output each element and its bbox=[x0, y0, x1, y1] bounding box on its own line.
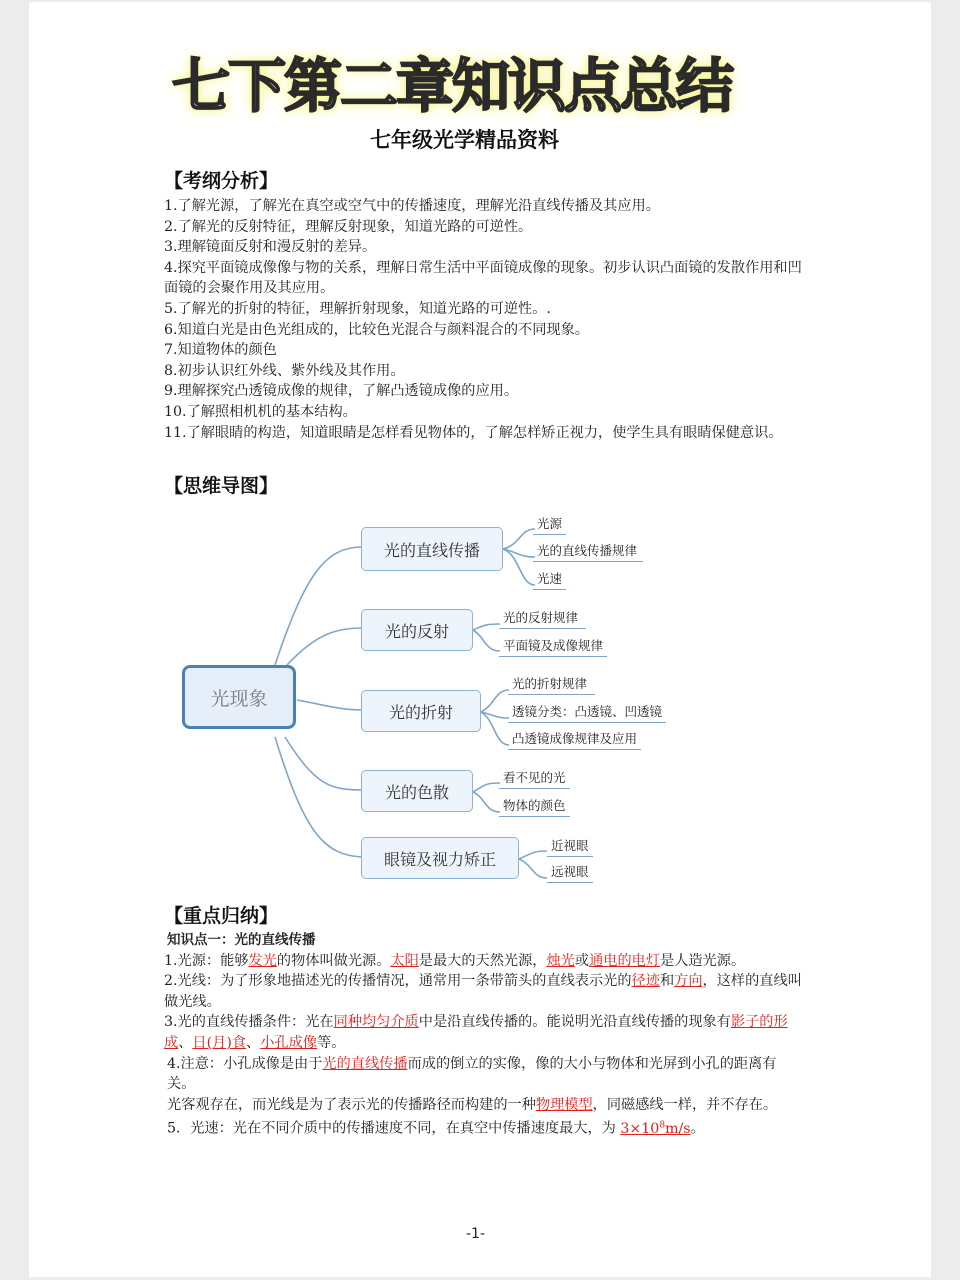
syllabus-item: 2.了解光的反射特征，理解反射现象，知道光路的可逆性。 bbox=[164, 218, 533, 235]
text: 光客观存在，而光线是为了表示光的传播路径而构建的一种 bbox=[167, 1096, 536, 1113]
highlight-term bbox=[620, 1121, 690, 1137]
mindmap-heading: 【思维导图】 bbox=[164, 475, 279, 497]
highlight-term: 日(月)食 bbox=[192, 1034, 247, 1051]
syllabus-heading: 【考纲分析】 bbox=[164, 170, 279, 192]
key-point-1 bbox=[164, 951, 804, 972]
text: 3×10 bbox=[620, 1121, 660, 1138]
highlight-term: 方向 bbox=[674, 973, 703, 990]
text: 5．光速：光在不同介质中的传播速度不同，在真空中传播速度最大，为 bbox=[167, 1121, 621, 1138]
text: ，同磁感线一样，并不存在。 bbox=[592, 1096, 778, 1113]
mindmap-leaf: 透镜分类：凸透镜、凹透镜 bbox=[508, 702, 666, 723]
text: 2.光线：为了形象地描述光的传播情况，通常用一条带箭头的直线表示光的 bbox=[164, 973, 632, 990]
document-subtitle: 七年级光学精品资料 bbox=[370, 128, 559, 152]
syllabus-item: 9.理解探究凸透镜成像的规律，了解凸透镜成像的应用。 bbox=[164, 383, 519, 400]
text: 是最大的天然光源， bbox=[418, 952, 547, 969]
text: 1.光源：能够 bbox=[164, 952, 249, 969]
syllabus-item: 1.了解光源，了解光在真空或空气中的传播速度，理解光沿直线传播及其应用。 bbox=[164, 198, 660, 214]
highlight-term: 发光 bbox=[248, 952, 277, 969]
mindmap-leaf: 光的折射规律 bbox=[508, 674, 595, 695]
mindmap-branch-node: 光的反射 bbox=[361, 609, 473, 651]
superscript: 8 bbox=[659, 1120, 666, 1131]
mindmap-branch-node: 光的直线传播 bbox=[361, 527, 503, 571]
mindmap-branch-node: 光的色散 bbox=[361, 770, 473, 812]
text: 4.注意：小孔成像是由于 bbox=[167, 1055, 323, 1072]
text: 、 bbox=[178, 1034, 193, 1051]
syllabus-item: 3.理解镜面反射和漫反射的差异。 bbox=[164, 239, 377, 256]
text: 中是沿直线传播的。能说明光沿直线传播的现象有 bbox=[418, 1014, 731, 1031]
text: 、 bbox=[246, 1034, 261, 1051]
highlight-term: 小孔成像 bbox=[260, 1034, 318, 1051]
key-point-4-note bbox=[164, 1095, 804, 1116]
page-number: -1- bbox=[466, 1226, 486, 1242]
key-points-body bbox=[164, 930, 804, 1140]
knowledge-point-title: 知识点一：光的直线传播 bbox=[167, 932, 316, 948]
key-point-4 bbox=[164, 1054, 804, 1095]
syllabus-item: 10.了解照相机机的基本结构。 bbox=[164, 403, 357, 420]
syllabus-item: 11.了解眼睛的构造，知道眼睛是怎样看见物体的，了解怎样矫正视力，使学生具有眼睛保健意识。 bbox=[164, 424, 783, 441]
mindmap-branch-node: 光的折射 bbox=[361, 690, 481, 732]
text: m/s bbox=[665, 1121, 691, 1138]
highlight-term: 烛光 bbox=[546, 952, 575, 969]
syllabus-list bbox=[164, 196, 804, 443]
mindmap-branch-node: 眼镜及视力矫正 bbox=[361, 837, 519, 879]
text: 是人造光源。 bbox=[660, 952, 746, 969]
key-points-heading: 【重点归纳】 bbox=[164, 905, 279, 927]
key-point-3 bbox=[164, 1012, 804, 1053]
key-point-2 bbox=[164, 971, 804, 1012]
mindmap-root-node: 光现象 bbox=[182, 665, 296, 729]
mindmap-leaf: 凸透镜成像规律及应用 bbox=[508, 729, 641, 750]
mindmap-leaf: 光的直线传播规律 bbox=[533, 541, 643, 562]
highlight-term: 光的直线传播 bbox=[322, 1055, 408, 1072]
mindmap-leaf: 近视眼 bbox=[547, 836, 593, 857]
syllabus-item: 4.探究平面镜成像像与物的关系，理解日常生活中平面镜成像的现象。初步认识凸面镜的发散作用和凹面镜的会聚作用及其应用。 bbox=[164, 259, 802, 297]
highlight-term: 太阳 bbox=[390, 952, 419, 969]
mindmap-leaf: 平面镜及成像规律 bbox=[499, 636, 607, 657]
text: ，这样的直线叫做光线。 bbox=[164, 973, 802, 1010]
highlight-term: 物理模型 bbox=[535, 1096, 593, 1113]
mindmap-leaf: 光的反射规律 bbox=[499, 608, 586, 629]
text: 3.光的直线传播条件：光在 bbox=[164, 1014, 334, 1031]
highlight-term: 同种均匀介质 bbox=[333, 1014, 419, 1031]
mindmap-leaf: 光速 bbox=[533, 569, 566, 590]
mindmap-leaf: 物体的颜色 bbox=[499, 796, 570, 817]
highlight-term: 影子的形成 bbox=[164, 1014, 788, 1051]
syllabus-item: 5.了解光的折射的特征，理解折射现象，知道光路的可逆性。. bbox=[164, 300, 551, 317]
text: 的物体叫做光源。 bbox=[276, 952, 391, 969]
text: 等。 bbox=[317, 1034, 346, 1051]
syllabus-item: 8.初步认识红外线、紫外线及其作用。 bbox=[164, 362, 405, 379]
syllabus-item: 7.知道物体的颜色 bbox=[164, 342, 277, 359]
highlight-term: 径迹 bbox=[631, 973, 660, 990]
mind-map bbox=[175, 505, 695, 895]
syllabus-item: 6.知道白光是由色光组成的，比较色光混合与颜料混合的不同现象。 bbox=[164, 321, 589, 338]
mindmap-leaf: 光源 bbox=[533, 514, 566, 535]
mindmap-leaf: 远视眼 bbox=[547, 862, 593, 883]
text: 。 bbox=[690, 1121, 705, 1138]
highlight-term: 通电的电灯 bbox=[589, 952, 661, 969]
mindmap-leaf: 看不见的光 bbox=[499, 768, 570, 789]
document-title: 七下第二章知识点总结 bbox=[172, 52, 733, 120]
text: 和 bbox=[659, 973, 675, 990]
key-point-5 bbox=[164, 1115, 804, 1139]
text: 而成的倒立的实像，像的大小与物体和光屏到小孔的距离有关。 bbox=[167, 1055, 777, 1093]
text: 或 bbox=[574, 952, 590, 969]
